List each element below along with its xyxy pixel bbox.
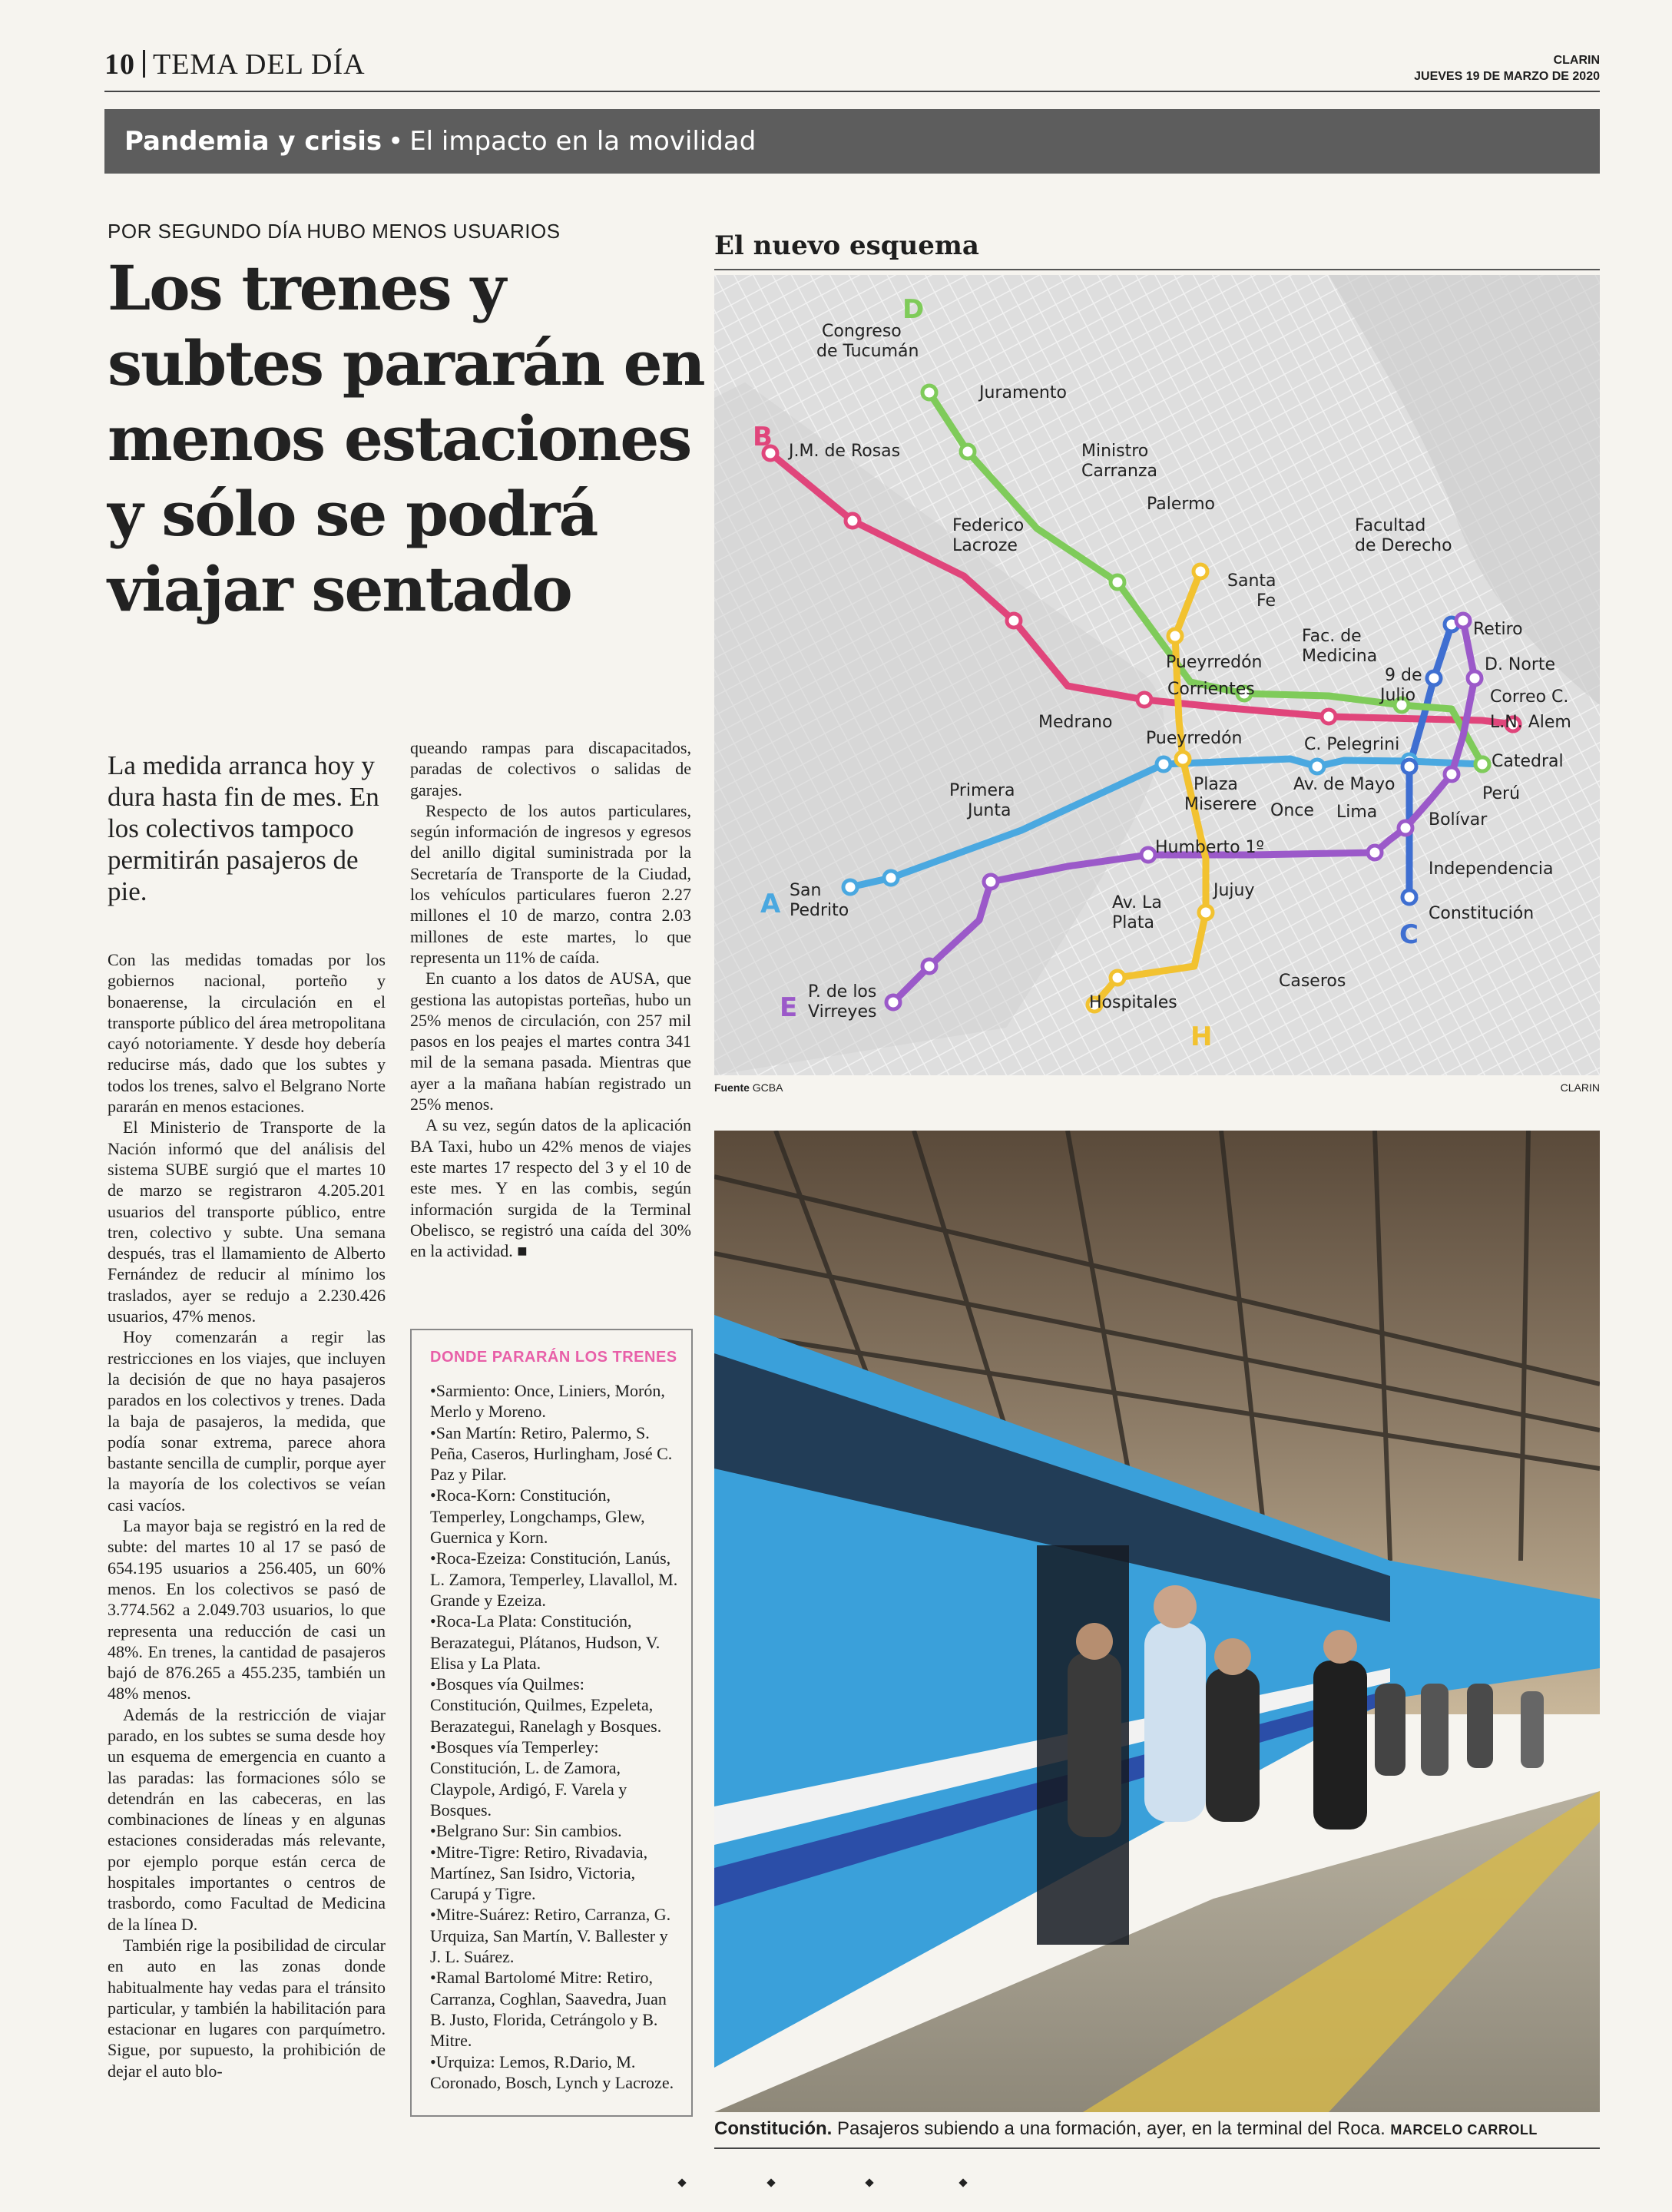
station-label: Pueyrredón xyxy=(1146,729,1243,748)
station-label: J.M. de Rosas xyxy=(789,442,901,461)
station-label: Hospitales xyxy=(1089,993,1177,1012)
issue-date: JUEVES 19 DE MARZO DE 2020 xyxy=(1414,70,1600,83)
newspaper-name: CLARIN xyxy=(1553,54,1600,67)
paragraph: Respecto de los autos particulares, según información de ingresos y egresos del anillo digital suministrada por la Secretaría de Transporte de la Ciudad, los vehículos particulares fueron 2.27 millones el 10 de marzo, contra 2.03 millones de este martes, lo que representa un 11% de caída. xyxy=(410,800,691,967)
train-stop-item: • San Martín: Retiro, Palermo, S. Peña, Caseros, Hurlingham, José C. Paz y Pilar. xyxy=(430,1422,679,1485)
train-stop-item: • Mitre-Suárez: Retiro, Carranza, G. Urquiza, San Martín, V. Ballester y J. L. Suárez. xyxy=(430,1904,679,1967)
line-label-d: D xyxy=(902,294,925,325)
folio-divider xyxy=(143,50,145,78)
station-photo-illustration xyxy=(714,1131,1600,2112)
caption-rule xyxy=(714,2147,1600,2149)
page-folio xyxy=(104,48,366,81)
station-mark xyxy=(922,959,936,973)
station-label: Congreso de Tucumán xyxy=(816,322,919,361)
station-mark xyxy=(1456,614,1470,628)
train-stop-item: • Roca-La Plata: Constitución, Berazategui, Plátanos, Hudson, V. Elisa y La Plata. xyxy=(430,1611,679,1674)
train-stop-item: • Bosques vía Temperley: Constitución, L. de Zamora, Claypole, Ardigó, F. Varela y Bosques. xyxy=(430,1737,679,1820)
paper-info xyxy=(1414,52,1600,84)
dek: La medida arranca hoy y dura hasta fin de mes. En los colectivos tampoco permitirán pasajeros de pie. xyxy=(108,750,379,906)
station-mark xyxy=(1141,848,1155,862)
station-mark xyxy=(884,871,898,885)
subway-map xyxy=(714,275,1600,1075)
station-label: Bolívar xyxy=(1429,810,1488,830)
station-mark xyxy=(1399,821,1412,835)
station-mark xyxy=(1199,906,1213,919)
map-source xyxy=(714,1081,783,1094)
station-mark xyxy=(1137,693,1151,707)
station-mark xyxy=(886,995,900,1009)
station-mark xyxy=(1322,710,1336,724)
paragraph: La mayor baja se registró en la red de subte: del martes 10 al 17 se pasó de 654.195 usuarios a 256.405, un 60% menos. En los colectivos se pasó de 3.774.562 a 2.049.703 usuarios, lo que representa una reducción de casi un 48%. En trenes, la cantidad de pasajeros bajó de 876.265 a 455.235, también un 48% menos. xyxy=(108,1516,386,1704)
station-label: C. Pelegrini xyxy=(1304,735,1400,754)
station-label: Plaza Miserere xyxy=(1184,775,1257,814)
page-number: 10 xyxy=(104,48,135,81)
station-mark xyxy=(846,514,859,528)
station-label: Independencia xyxy=(1429,859,1554,879)
section-name: TEMA DEL DÍA xyxy=(153,48,366,81)
train-stop-item: • Sarmiento: Once, Liniers, Morón, Merlo y Moreno. xyxy=(430,1380,679,1422)
paragraph: Además de la restricción de viajar parado, en los subtes se suma desde hoy un esquema de emergencia en cuanto a las paradas: las formaciones sólo se detendrán en las cabeceras, en las combinaciones de líneas y en algunas estaciones consideradas más relevante, por ejemplo porque están cerca de hospitales importantes o centros de trasbordo, como Facultad de Medicina de la línea D. xyxy=(108,1704,386,1934)
station-label: Retiro xyxy=(1473,620,1523,639)
station-label: Catedral xyxy=(1492,752,1564,771)
train-stop-list xyxy=(430,1380,679,2093)
paragraph: Hoy comenzarán a regir las restricciones en los viajes, que incluyen la decisión de que no haya pasajeros parados en los colectivos y trenes. Dada la baja de pasajeros, la medida, que podía sonar extrema, parece ahora bastante sencilla de cumplir, porque ayer la mayoría de los colectivos se veían casi vacíos. xyxy=(108,1327,386,1515)
caption-text: Pasajeros subiendo a una formación, ayer, en la terminal del Roca. xyxy=(837,2118,1386,2139)
overline: POR SEGUNDO DÍA HUBO MENOS USUARIOS xyxy=(108,220,561,243)
line-label-c: C xyxy=(1399,919,1419,950)
station-mark xyxy=(1402,890,1416,904)
line-label-h: H xyxy=(1190,1022,1213,1052)
registration-mark xyxy=(677,2178,686,2187)
station-label: Lima xyxy=(1336,803,1378,822)
headline: Los trenes y subtes pararán en menos estaciones y sólo se podrá viajar sentado xyxy=(108,252,704,625)
registration-mark xyxy=(865,2178,873,2187)
station-mark xyxy=(1157,757,1170,771)
station-label: P. de los Virreyes xyxy=(808,982,877,1022)
station-mark xyxy=(1475,757,1489,771)
photo-credit: MARCELO CARROLL xyxy=(1390,2122,1538,2137)
station-mark xyxy=(1111,575,1124,589)
station-mark xyxy=(922,386,936,399)
station-label: Corrientes xyxy=(1167,680,1255,699)
subway-map-svg xyxy=(714,275,1600,1075)
registration-mark xyxy=(766,2178,775,2187)
station-label: Humberto 1º xyxy=(1155,838,1264,857)
station-label: Medrano xyxy=(1038,713,1113,732)
station-label: Juramento xyxy=(979,383,1067,402)
station-mark xyxy=(1176,752,1190,766)
station-label: Jujuy xyxy=(1213,881,1255,900)
line-label-a: A xyxy=(760,889,781,919)
band-kicker: Pandemia y crisis xyxy=(124,126,382,157)
train-stop-item: • Roca-Ezeiza: Constitución, Lanús, L. Zamora, Temperley, Llavallol, M. Grande y Ezeiza. xyxy=(430,1548,679,1611)
station-label: Caseros xyxy=(1279,972,1346,991)
train-stop-item: • Roca-Korn: Constitución, Temperley, Longchamps, Glew, Guernica y Korn. xyxy=(430,1485,679,1548)
station-label: L.N. Alem xyxy=(1490,713,1571,732)
station-label: Ministro Carranza xyxy=(1081,442,1157,481)
train-stop-item: • Ramal Bartolomé Mitre: Retiro, Carranza, Coghlan, Saavedra, Juan B. Justo, Florida, Cetrángolo y B. Mitre. xyxy=(430,1967,679,2051)
station-label: 9 de Julio xyxy=(1380,666,1422,705)
station-photo xyxy=(714,1131,1600,2112)
station-mark xyxy=(961,445,975,459)
paragraph: queando rampas para discapacitados, paradas de colectivos o salidas de garajes. xyxy=(410,738,691,800)
station-label: Constitución xyxy=(1429,904,1535,923)
station-mark xyxy=(1427,671,1441,685)
sidebar-title: DONDE PARARÁN LOS TRENES xyxy=(430,1349,677,1366)
photo-caption xyxy=(714,2118,1538,2140)
station-mark xyxy=(1368,846,1382,859)
station-mark xyxy=(843,880,857,894)
paragraph: También rige la posibilidad de circular en auto en las zonas donde habitualmente hay vedas para el tránsito particular, y también la habilitación para estacionar en lugares con parquímetro. Sigue, por supuesto, la prohibición de dejar el auto blo- xyxy=(108,1935,386,2081)
station-label: Fac. de Medicina xyxy=(1302,627,1378,666)
station-label: Facultad de Derecho xyxy=(1355,516,1452,555)
map-title: El nuevo esquema xyxy=(714,230,979,261)
station-label: Perú xyxy=(1482,784,1521,803)
map-source-label: Fuente xyxy=(714,1081,750,1094)
station-mark xyxy=(1310,760,1324,773)
station-label: Palermo xyxy=(1147,495,1215,514)
station-label: Av. La Plata xyxy=(1112,893,1162,932)
station-label: Primera Junta xyxy=(949,781,1015,820)
paragraph: A su vez, según datos de la aplicación BA Taxi, hubo un 42% menos de viajes este martes 17 respecto del 3 y el 10 de este mes. Y en las combis, según información surgida de la Terminal Obelisco, se registró una caída del 30% en la actividad. ■ xyxy=(410,1115,691,1261)
map-credit: CLARIN xyxy=(1560,1081,1600,1094)
registration-mark xyxy=(959,2178,967,2187)
station-mark xyxy=(1445,767,1458,781)
station-label: Once xyxy=(1270,801,1314,820)
map-title-rule xyxy=(714,269,1600,270)
body-column-2 xyxy=(410,737,691,1261)
station-mark xyxy=(1168,629,1182,643)
train-stop-item: • Bosques vía Quilmes: Constitución, Quilmes, Ezpeleta, Berazategui, Ranelagh y Bosques. xyxy=(430,1674,679,1737)
station-mark xyxy=(1007,614,1021,628)
station-label: Correo C. xyxy=(1490,687,1569,707)
station-mark xyxy=(1111,971,1124,985)
map-source-name: GCBA xyxy=(752,1081,783,1094)
station-label: Federico Lacroze xyxy=(952,516,1025,555)
header-rule xyxy=(104,91,1600,92)
station-mark xyxy=(984,875,998,889)
station-label: D. Norte xyxy=(1485,655,1556,674)
station-mark xyxy=(1402,760,1416,773)
band-bullet: • xyxy=(388,126,404,157)
line-label-b: B xyxy=(753,422,773,452)
train-stop-item: • Belgrano Sur: Sin cambios. xyxy=(430,1820,679,1841)
paragraph: El Ministerio de Transporte de la Nación informó que del análisis del sistema SUBE surgió que el martes 10 de marzo se registraron 4.205.201 usuarios del transporte público, entre tren, colectivo y subte. Una semana después, tras el llamamiento de Alberto Fernández de reducir al mínimo los traslados, ayer se redujo a 2.230.426 usuarios, 47% menos. xyxy=(108,1118,386,1326)
body-column-1 xyxy=(108,949,386,2081)
station-mark xyxy=(1468,671,1482,685)
station-label: Santa Fe xyxy=(1227,571,1276,611)
station-label: Pueyrredón xyxy=(1166,653,1263,672)
station-label: San Pedrito xyxy=(790,881,849,920)
paragraph: En cuanto a los datos de AUSA, que gestiona las autopistas porteñas, hubo un 25% menos de circulación, con 257 mil pasos en los peajes el martes contra 341 mil de la semana pasada. Mientras que ayer a la mañana habían registrado un 25% menos. xyxy=(410,969,691,1114)
line-label-e: E xyxy=(780,992,798,1023)
caption-lead: Constitución. xyxy=(714,2118,833,2139)
section-band xyxy=(104,109,1600,174)
paragraph: Con las medidas tomadas por los gobiernos nacional, porteño y bonaerense, la circulación en el transporte público del área metropolitana cayó notoriamente. Y desde hoy debería reducirse más, dado que los subtes y todos los trenes, salvo el Belgrano Norte pararán en menos estaciones. xyxy=(108,950,386,1117)
station-label: Av. de Mayo xyxy=(1293,775,1396,794)
band-topic: El impacto en la movilidad xyxy=(409,126,757,157)
train-stop-item: • Mitre-Tigre: Retiro, Rivadavia, Martínez, San Isidro, Victoria, Carupá y Tigre. xyxy=(430,1842,679,1905)
train-stops-sidebar xyxy=(410,1329,693,2117)
train-stop-item: • Urquiza: Lemos, R.Dario, M. Coronado, Bosch, Lynch y Lacroze. xyxy=(430,2051,679,2094)
station-mark xyxy=(1194,565,1207,578)
